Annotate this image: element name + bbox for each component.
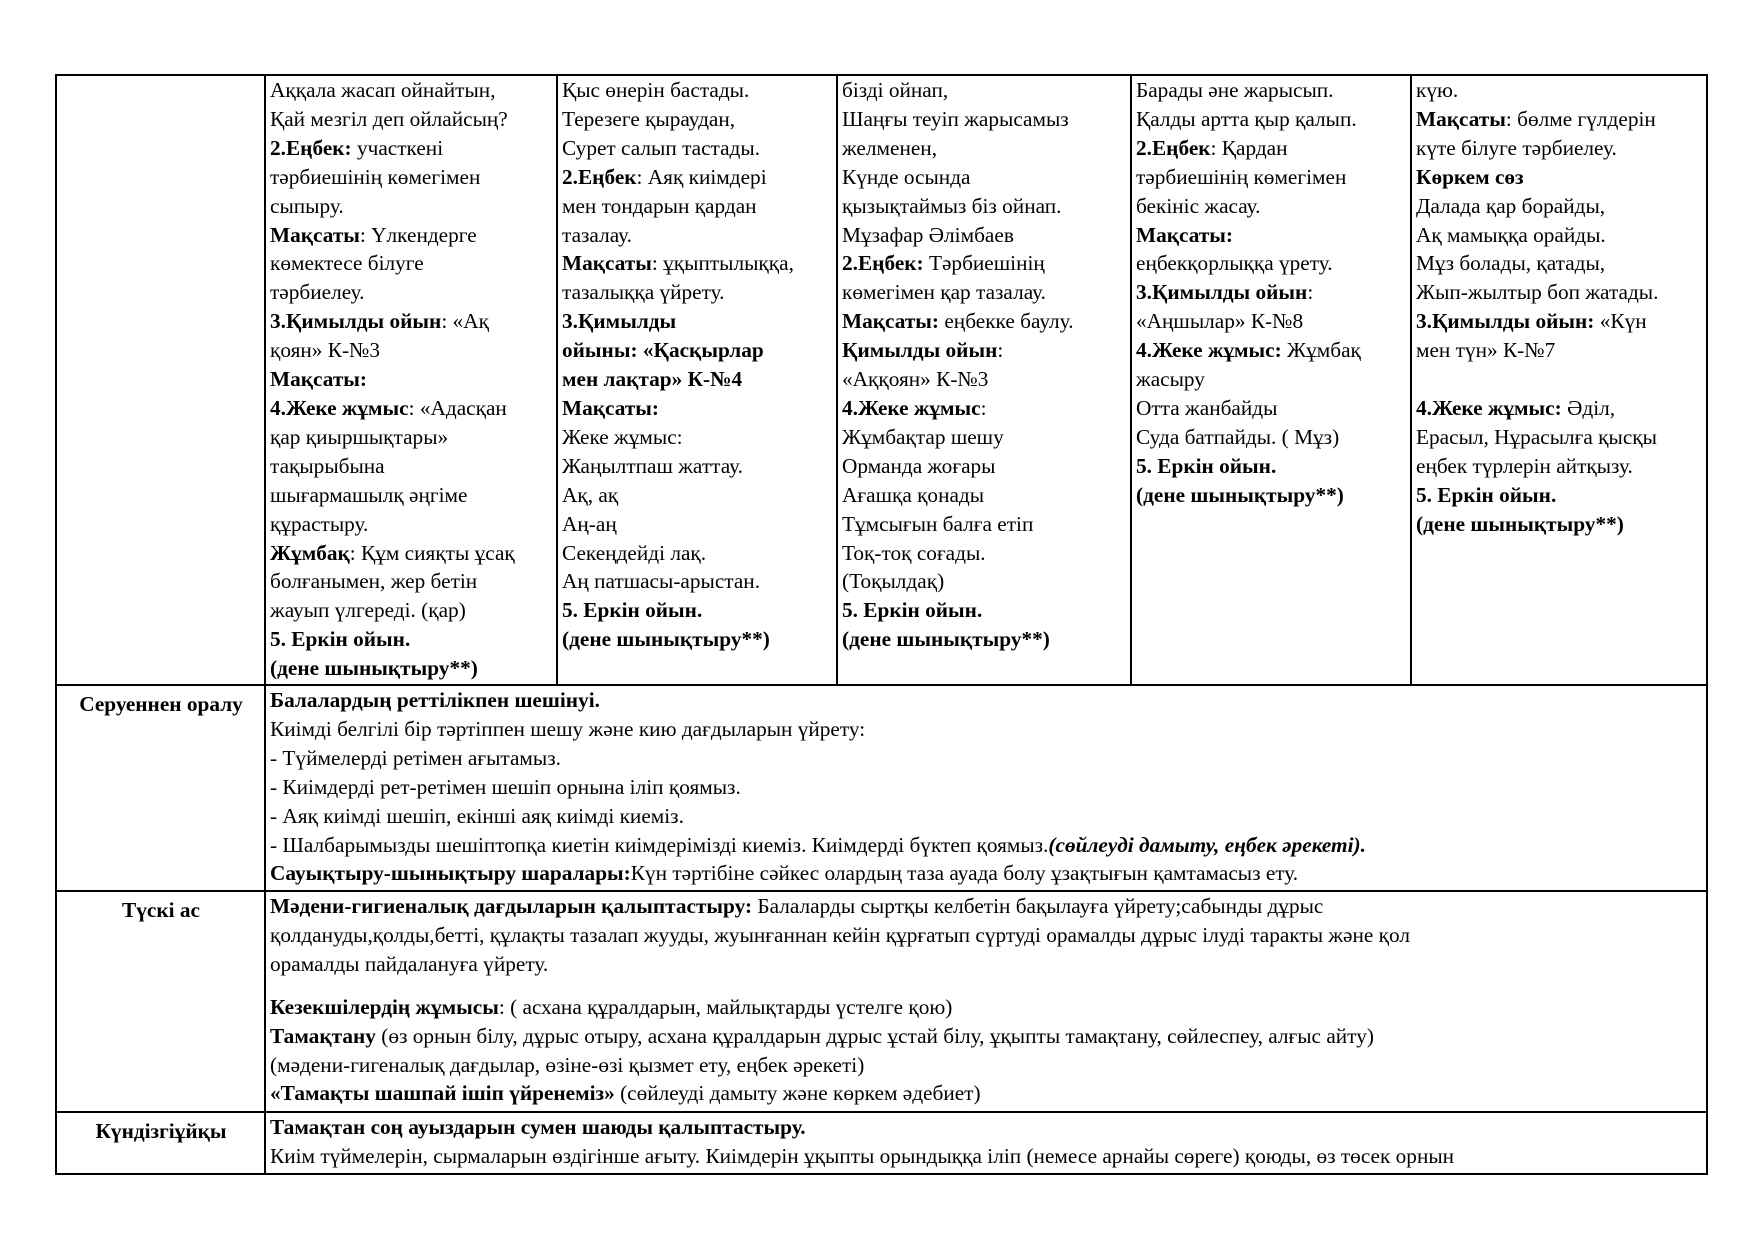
text-line	[270, 510, 553, 539]
text-line	[562, 365, 833, 394]
text-line	[1136, 423, 1407, 452]
bold-text: 5. Еркін ойын.	[842, 598, 983, 623]
text-run: жауып үлгереді. (қар)	[270, 598, 466, 623]
text-run: Шаңғы теуіп жарысамыз	[842, 106, 1069, 131]
text-line	[270, 365, 553, 394]
text-line	[270, 278, 553, 307]
text-run: - Шалбарымызды шешіптопқа киетін киімдерімізді киеміз. Киімдерді бүктеп қоямыз.	[270, 832, 1049, 857]
bold-text: (дене шынықтыру**)	[1136, 482, 1344, 507]
text-run: еңбек түрлерін айтқызу.	[1416, 453, 1633, 478]
text-line	[270, 76, 553, 105]
bold-text: Тамақтану	[270, 1023, 376, 1048]
text-line	[842, 481, 1127, 510]
walk-row	[56, 75, 1707, 685]
friday-walk-cell	[1411, 75, 1707, 685]
text-run: : «Ақ	[441, 309, 489, 334]
text-line	[1416, 221, 1703, 250]
text-line	[270, 596, 553, 625]
text-line	[270, 192, 553, 221]
text-run: - Киімдерді рет-ретімен шешіп орнына іліп қоямыз.	[270, 774, 741, 799]
bold-text: 4.Жеке жұмыс	[842, 395, 981, 420]
text-run: Қыс өнерін бастады.	[562, 78, 750, 102]
text-line	[1416, 452, 1703, 481]
return-from-walk-label: Серуеннен оралу	[56, 685, 265, 891]
text-line	[1136, 192, 1407, 221]
text-line	[1416, 423, 1703, 452]
text-run: Ағашқа қонады	[842, 482, 985, 507]
text-run: Аң патшасы-арыстан.	[562, 569, 761, 594]
bold-text: Жұмбақ	[270, 540, 350, 565]
text-run: қоян» К-№3	[270, 338, 381, 363]
text-run: Киімді белгілі бір тәртіппен шешу және кию дағдыларын үйрету:	[270, 716, 866, 741]
text-line	[842, 336, 1127, 365]
text-line	[562, 307, 833, 336]
text-run: еңбекке баулу.	[939, 309, 1074, 334]
text-run: тақырыбына	[270, 453, 385, 478]
text-run: Ақ, ақ	[562, 482, 619, 507]
text-line	[1416, 163, 1703, 192]
bold-text: 3.Қимылды ойын	[1136, 280, 1308, 305]
monday-walk-cell	[265, 75, 557, 685]
text-run: (өз орнын білу, дұрыс отыру, асхана құралдарын дұрыс ұстай білу, ұқыпты тамақтану, сөйлеспеу, алғыс айту)	[375, 1023, 1374, 1048]
text-line	[562, 567, 833, 596]
text-run: бекініс жасау.	[1136, 193, 1261, 218]
text-run: Мұз болады, қатады,	[1416, 251, 1606, 276]
text-line	[1136, 163, 1407, 192]
bold-text: 3.Қимылды ойын:	[1416, 309, 1595, 334]
text-line	[270, 452, 553, 481]
text-run: Қай мезгіл деп ойлайсың?	[270, 106, 508, 131]
text-line	[1136, 452, 1407, 481]
text-run: Жып-жылтыр боп жатады.	[1416, 280, 1659, 305]
bold-text: Сауықтыру-шынықтыру шаралары:	[270, 861, 631, 886]
bold-text: Тамақтан соң ауыздарын сумен шаюды қалыптастыру.	[270, 1115, 806, 1139]
text-line	[270, 105, 553, 134]
text-line	[270, 921, 1703, 950]
text-line	[270, 1022, 1703, 1051]
daily-plan-table	[55, 74, 1708, 1175]
text-line	[270, 654, 553, 683]
text-line	[562, 192, 833, 221]
bold-text: Қимылды ойын	[842, 338, 998, 363]
text-line	[1136, 365, 1407, 394]
text-run: құрастыру.	[270, 511, 369, 536]
text-run: Киім түймелерін, сырмаларын өздігінше ағыту. Киімдерін ұқыпты орындыққа іліп (немесе арнайы сөреге) қоюды, өз төсек орнын	[270, 1143, 1455, 1168]
bold-text: 5. Еркін ойын.	[270, 627, 411, 652]
text-line	[270, 979, 1703, 993]
text-run: қызықтаймыз біз ойнап.	[842, 193, 1062, 218]
text-line	[270, 950, 1703, 979]
text-line	[842, 105, 1127, 134]
return-from-walk-row	[56, 685, 1707, 891]
text-run: - Аяқ киімді шешіп, екінші аяқ киімді киеміз.	[270, 803, 684, 828]
text-run: мен түн» К-№7	[1416, 338, 1556, 363]
text-run: Орманда жоғары	[842, 453, 996, 478]
text-run: Отта жанбайды	[1136, 395, 1278, 420]
text-line	[1136, 481, 1407, 510]
text-line	[562, 539, 833, 568]
text-line	[270, 1051, 1703, 1080]
text-run: «Аңшылар» К-№8	[1136, 309, 1304, 334]
text-line	[270, 715, 1703, 744]
text-line	[562, 336, 833, 365]
text-run: Күн тәртібіне сәйкес олардың таза ауада болу ұзақтығын қамтамасыз ету.	[630, 861, 1299, 886]
text-line	[1416, 365, 1703, 394]
return-from-walk-content	[265, 685, 1707, 891]
text-run: Күнде осында	[842, 164, 971, 189]
text-line	[842, 249, 1127, 278]
text-line	[1136, 394, 1407, 423]
text-line	[842, 596, 1127, 625]
text-line	[270, 1079, 1703, 1108]
text-line	[1416, 394, 1703, 423]
text-run: : Қардан	[1210, 135, 1288, 160]
text-run: мен тондарын қардан	[562, 193, 757, 218]
text-run: Сурет салып тастады.	[562, 135, 761, 160]
text-line	[270, 892, 1703, 921]
text-line	[270, 423, 553, 452]
bold-text: 2.Еңбек	[1136, 135, 1211, 160]
text-line	[842, 192, 1127, 221]
text-run: (мәдени-гигеналық дағдылар, өзіне-өзі қызмет ету, еңбек әрекеті)	[270, 1052, 865, 1077]
bold-text: 2.Еңбек:	[842, 251, 924, 276]
text-line	[842, 567, 1127, 596]
text-line	[270, 567, 553, 596]
text-line	[1136, 221, 1407, 250]
text-run: Далада қар борайды,	[1416, 193, 1606, 218]
text-run: Жеке жұмыс:	[562, 424, 683, 449]
bold-text: 2.Еңбек	[562, 164, 637, 189]
text-line	[1416, 134, 1703, 163]
text-line	[1416, 481, 1703, 510]
text-run: тәрбиешінің көмегімен	[1136, 164, 1347, 189]
text-run: :	[997, 338, 1004, 363]
text-line	[270, 773, 1703, 802]
text-line	[270, 134, 553, 163]
text-line	[562, 105, 833, 134]
text-line	[842, 221, 1127, 250]
text-line	[562, 134, 833, 163]
text-run: : Үлкендерге	[359, 222, 477, 247]
text-line	[842, 278, 1127, 307]
text-line	[1136, 336, 1407, 365]
text-line	[270, 307, 553, 336]
text-line	[842, 452, 1127, 481]
bold-text: Мақсаты:	[842, 309, 940, 334]
text-line	[1416, 76, 1703, 105]
text-run: Қалды артта қыр қалып.	[1136, 106, 1357, 131]
lunch-label: Түскі ас	[56, 891, 265, 1112]
text-run: Жұмбақ	[1281, 338, 1361, 363]
text-run: Суда батпайды. ( Мұз)	[1136, 424, 1340, 449]
bold-text: 4.Жеке жұмыс:	[1136, 338, 1282, 363]
text-line	[562, 278, 833, 307]
text-run: - Түймелерді ретімен ағытамыз.	[270, 745, 561, 770]
text-line	[562, 163, 833, 192]
bold-text: (дене шынықтыру**)	[270, 656, 478, 681]
text-run: : бөлме гүлдерін	[1505, 106, 1656, 131]
bold-text: (дене шынықтыру**)	[1416, 511, 1624, 536]
text-run: Мұзафар Әлімбаев	[842, 222, 1014, 247]
text-run: «Аққоян» К-№3	[842, 367, 989, 392]
text-line	[270, 481, 553, 510]
text-line	[1416, 336, 1703, 365]
text-run: тазалау.	[562, 222, 632, 247]
text-line	[842, 423, 1127, 452]
text-run: Тұмсығын балға етіп	[842, 511, 1034, 536]
text-run: участкені	[351, 135, 444, 160]
text-line	[270, 993, 1703, 1022]
text-run: «Күн	[1594, 309, 1647, 334]
text-run: қар қиыршықтары»	[270, 424, 449, 449]
text-run: : Құм сияқты ұсақ	[349, 540, 515, 565]
text-run: : ( асхана құралдарын, майлықтарды үстелге қою)	[498, 994, 953, 1019]
nap-row	[56, 1112, 1707, 1174]
nap-content	[265, 1112, 1707, 1174]
text-run: желменен,	[842, 135, 938, 160]
text-run: көмектесе білуге	[270, 251, 424, 276]
text-run: :	[980, 395, 987, 420]
text-run: Терезеге қыраудан,	[562, 106, 736, 131]
text-run: Ерасыл, Нұрасылға қысқы	[1416, 424, 1657, 449]
text-run: Аққала жасап ойнайтын,	[270, 78, 496, 102]
bold-italic-text: (сөйлеуді дамыту, еңбек әрекеті).	[1048, 832, 1366, 857]
text-run: көмегімен қар тазалау.	[842, 280, 1046, 305]
text-line	[562, 510, 833, 539]
lunch-content	[265, 891, 1707, 1112]
bold-text: 3.Қимылды	[562, 309, 677, 334]
text-run: Аң-аң	[562, 511, 617, 536]
text-run: сыпыру.	[270, 193, 344, 218]
text-line	[562, 596, 833, 625]
text-line	[842, 307, 1127, 336]
text-line	[270, 859, 1703, 888]
nap-label: Күндізгіұйқы	[56, 1112, 265, 1174]
text-run: болғанымен, жер бетін	[270, 569, 478, 594]
bold-text: «Тамақты шашпай ішіп үйренеміз»	[270, 1081, 615, 1106]
text-run: тазалыққа үйрету.	[562, 280, 725, 305]
bold-text: Балалардың реттілікпен шешінуі.	[270, 688, 600, 712]
text-run: тәрбиешінің көмегімен	[270, 164, 481, 189]
bold-text: 5. Еркін ойын.	[1416, 482, 1557, 507]
tuesday-walk-cell	[557, 75, 837, 685]
text-line	[270, 802, 1703, 831]
text-line	[270, 336, 553, 365]
text-line	[1416, 249, 1703, 278]
text-line	[270, 249, 553, 278]
thursday-walk-cell	[1131, 75, 1411, 685]
text-line	[562, 452, 833, 481]
lunch-row	[56, 891, 1707, 1112]
text-run: жасыру	[1136, 367, 1205, 392]
text-line	[842, 365, 1127, 394]
text-line	[270, 686, 1703, 715]
text-run: Барады әне жарысып.	[1136, 78, 1334, 102]
text-line	[270, 163, 553, 192]
bold-text: 3.Қимылды ойын	[270, 309, 442, 334]
bold-text: 5. Еркін ойын.	[1136, 453, 1277, 478]
text-line	[270, 1113, 1703, 1142]
text-run: күю.	[1416, 78, 1459, 102]
text-line	[562, 249, 833, 278]
text-line	[1136, 278, 1407, 307]
bold-text: Кезекшілердің жұмысы	[270, 994, 499, 1019]
text-line	[842, 539, 1127, 568]
text-run: (Тоқылдақ)	[842, 569, 945, 594]
text-line	[1416, 510, 1703, 539]
text-line	[842, 510, 1127, 539]
text-run: Тоқ-тоқ соғады.	[842, 540, 986, 565]
text-line	[270, 1142, 1703, 1171]
bold-text: 2.Еңбек:	[270, 135, 352, 160]
bold-text: 4.Жеке жұмыс:	[1416, 395, 1562, 420]
text-line	[270, 221, 553, 250]
text-run: : Аяқ киімдері	[636, 164, 767, 189]
text-run: Секеңдейді лақ.	[562, 540, 707, 565]
text-line	[1416, 105, 1703, 134]
bold-text: Мақсаты	[270, 222, 360, 247]
bold-text: Мақсаты:	[1136, 222, 1234, 247]
bold-text: Мәдени-гигиеналық дағдыларын қалыптастыру:	[270, 894, 753, 918]
text-line	[1136, 105, 1407, 134]
text-line	[1136, 307, 1407, 336]
text-line	[842, 134, 1127, 163]
text-line	[1136, 134, 1407, 163]
text-line	[270, 831, 1703, 860]
bold-text: Мақсаты	[562, 251, 652, 276]
text-line	[842, 625, 1127, 654]
bold-text: Мақсаты:	[270, 367, 368, 392]
text-line	[562, 481, 833, 510]
bold-text: Мақсаты	[1416, 106, 1506, 131]
wednesday-walk-cell	[837, 75, 1131, 685]
text-line	[1416, 278, 1703, 307]
text-run: Тәрбиешінің	[923, 251, 1045, 276]
text-run: тәрбиелеу.	[270, 280, 365, 305]
text-line	[1416, 192, 1703, 221]
text-line	[270, 744, 1703, 773]
walk-row-label	[56, 75, 265, 685]
text-run: шығармашылқ әңгіме	[270, 482, 468, 507]
text-run: еңбекқорлыққа үрету.	[1136, 251, 1333, 276]
text-run: бізді ойнап,	[842, 78, 949, 102]
text-line	[1416, 307, 1703, 336]
text-line	[562, 221, 833, 250]
text-run: (сөйлеуді дамыту және көркем әдебиет)	[614, 1081, 981, 1106]
text-line	[842, 76, 1127, 105]
text-line	[562, 423, 833, 452]
text-run: Балаларды сыртқы келбетін бақылауға үйрету;сабынды дұрыс	[752, 894, 1324, 918]
text-run: Жаңылтпаш жаттау.	[562, 453, 743, 478]
bold-text: ойыны: «Қасқырлар	[562, 338, 764, 363]
bold-text: (дене шынықтыру**)	[562, 627, 770, 652]
text-line	[842, 163, 1127, 192]
bold-text: мен лақтар» К-№4	[562, 367, 743, 392]
bold-text: (дене шынықтыру**)	[842, 627, 1050, 652]
text-run: орамалды пайдалануға үйрету.	[270, 951, 549, 976]
text-line	[562, 394, 833, 423]
text-line	[270, 539, 553, 568]
text-line	[562, 625, 833, 654]
text-line	[562, 76, 833, 105]
text-line	[270, 394, 553, 423]
text-line	[842, 394, 1127, 423]
text-line	[270, 625, 553, 654]
bold-text: 4.Жеке жұмыс	[270, 395, 409, 420]
bold-text: Көркем сөз	[1416, 164, 1524, 189]
bold-text: Мақсаты:	[562, 395, 660, 420]
text-line	[1136, 76, 1407, 105]
text-run: Жұмбақтар шешу	[842, 424, 1004, 449]
text-run: : «Адасқан	[408, 395, 507, 420]
text-run: күте білуге тәрбиелеу.	[1416, 135, 1617, 160]
text-run: қолдануды,қолды,бетті, құлақты тазалап жууды, жуынғаннан кейін құрғатып сүртуді орамалды дұрыс ілуді таракты және қол	[270, 922, 1411, 947]
text-run: Әділ,	[1561, 395, 1616, 420]
text-run: : ұқыптылыққа,	[651, 251, 794, 276]
text-line	[1136, 249, 1407, 278]
bold-text: 5. Еркін ойын.	[562, 598, 703, 623]
text-run: Ақ мамыққа орайды.	[1416, 222, 1606, 247]
text-run: :	[1307, 280, 1314, 305]
